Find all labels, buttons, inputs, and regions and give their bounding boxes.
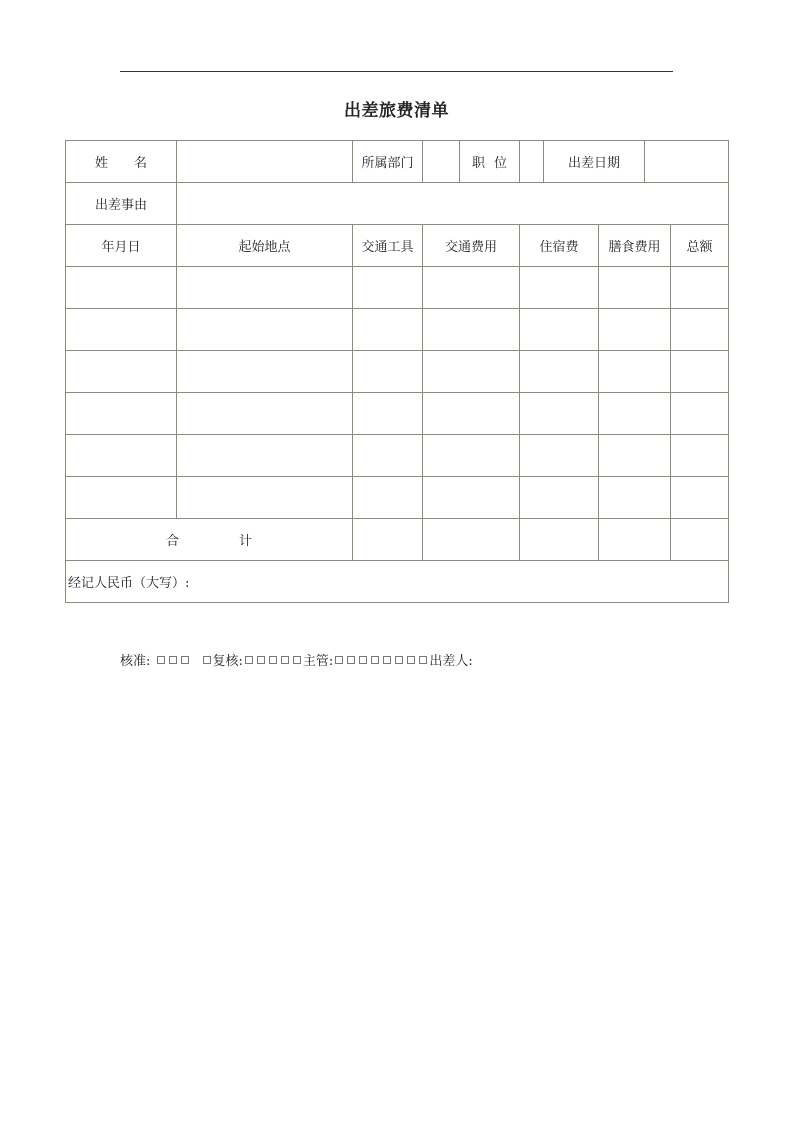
supervisor-blank-box[interactable]	[335, 656, 343, 664]
total-cell[interactable]	[671, 309, 729, 351]
transport-cost-cell[interactable]	[423, 267, 520, 309]
column-header-total: 总额	[671, 225, 729, 267]
name-label-cell	[66, 141, 177, 183]
trip-date-label: 出差日期	[568, 156, 621, 171]
total-cell[interactable]	[671, 393, 729, 435]
supervisor-blank-box[interactable]	[395, 656, 403, 664]
column-header-meals: 膳食费用	[599, 225, 671, 267]
lodging-cell[interactable]	[520, 309, 599, 351]
route-cell[interactable]	[177, 309, 353, 351]
vehicle-cell[interactable]	[353, 435, 423, 477]
expense-row	[66, 351, 729, 393]
position-label-cell	[460, 141, 520, 183]
transport-cost-cell[interactable]	[423, 393, 520, 435]
column-header-row	[66, 225, 729, 267]
supervisor-blank-box[interactable]	[359, 656, 367, 664]
lodging-cell[interactable]	[520, 393, 599, 435]
trip-date-value-cell[interactable]	[645, 141, 729, 183]
total-transport-cost-cell[interactable]	[423, 519, 520, 561]
meals-cell[interactable]	[599, 477, 671, 519]
amount-in-words-cell[interactable]	[66, 561, 729, 603]
traveler-label: 出差人:	[429, 654, 473, 669]
name-label-part2: 名	[134, 156, 148, 171]
position-label-part2: 位	[494, 156, 508, 171]
expense-row	[66, 477, 729, 519]
travel-expense-table	[65, 140, 729, 603]
lodging-cell[interactable]	[520, 267, 599, 309]
approve-blank-box[interactable]	[181, 656, 189, 664]
date-cell[interactable]	[66, 351, 177, 393]
column-header-transport-cost: 交通费用	[423, 225, 520, 267]
supervisor-blank-box[interactable]	[419, 656, 427, 664]
total-cell[interactable]	[671, 267, 729, 309]
meals-cell[interactable]	[599, 309, 671, 351]
column-header-date: 年月日	[66, 225, 177, 267]
expense-row	[66, 435, 729, 477]
review-blank-box[interactable]	[269, 656, 277, 664]
review-blank-box[interactable]	[245, 656, 253, 664]
position-label-part1: 职	[471, 156, 485, 171]
column-header-lodging: 住宿费	[520, 225, 599, 267]
date-cell[interactable]	[66, 435, 177, 477]
expense-row	[66, 267, 729, 309]
route-cell[interactable]	[177, 267, 353, 309]
department-label-cell	[353, 141, 423, 183]
transport-cost-cell[interactable]	[423, 477, 520, 519]
vehicle-cell[interactable]	[353, 351, 423, 393]
review-blank-box[interactable]	[281, 656, 289, 664]
transport-cost-cell[interactable]	[423, 309, 520, 351]
review-blank-box[interactable]	[293, 656, 301, 664]
route-cell[interactable]	[177, 477, 353, 519]
supervisor-blank-box[interactable]	[371, 656, 379, 664]
name-value-cell[interactable]	[177, 141, 353, 183]
vehicle-cell[interactable]	[353, 267, 423, 309]
lodging-cell[interactable]	[520, 351, 599, 393]
approve-blank-box[interactable]	[169, 656, 177, 664]
approve-blank-box[interactable]	[157, 656, 165, 664]
total-lodging-cell[interactable]	[520, 519, 599, 561]
position-value-cell[interactable]	[520, 141, 544, 183]
supervisor-blank-box[interactable]	[407, 656, 415, 664]
total-label-cell	[66, 519, 353, 561]
expense-row	[66, 309, 729, 351]
transport-cost-cell[interactable]	[423, 435, 520, 477]
column-header-route: 起始地点	[177, 225, 353, 267]
total-meals-cell[interactable]	[599, 519, 671, 561]
review-blank-box[interactable]	[257, 656, 265, 664]
route-cell[interactable]	[177, 435, 353, 477]
date-cell[interactable]	[66, 267, 177, 309]
supervisor-blank-box[interactable]	[347, 656, 355, 664]
top-rule	[120, 71, 673, 72]
total-cell[interactable]	[671, 435, 729, 477]
meals-cell[interactable]	[599, 351, 671, 393]
date-cell[interactable]	[66, 393, 177, 435]
route-cell[interactable]	[177, 393, 353, 435]
reason-label: 出差事由	[94, 198, 147, 213]
vehicle-cell[interactable]	[353, 393, 423, 435]
column-header-vehicle: 交通工具	[353, 225, 423, 267]
grand-total-cell[interactable]	[671, 519, 729, 561]
supervisor-blank-box[interactable]	[383, 656, 391, 664]
approve-label: 核准:	[120, 654, 151, 669]
total-label-part2: 计	[239, 534, 253, 549]
amount-in-words-row	[66, 561, 729, 603]
total-cell[interactable]	[671, 477, 729, 519]
vehicle-cell[interactable]	[353, 477, 423, 519]
vehicle-cell[interactable]	[353, 309, 423, 351]
meals-cell[interactable]	[599, 435, 671, 477]
signature-line	[120, 650, 473, 669]
transport-cost-cell[interactable]	[423, 351, 520, 393]
route-cell[interactable]	[177, 351, 353, 393]
approve-blank-box[interactable]	[203, 656, 211, 664]
total-label-part1: 合	[165, 534, 179, 549]
reason-value-cell[interactable]	[177, 183, 729, 225]
reason-label-cell	[66, 183, 177, 225]
name-label-part1: 姓	[94, 156, 108, 171]
total-vehicle-cell[interactable]	[353, 519, 423, 561]
department-label: 所属部门	[361, 156, 414, 171]
amount-in-words-label: 经记人民币（大写）:	[68, 576, 190, 591]
expense-row	[66, 393, 729, 435]
total-row	[66, 519, 729, 561]
trip-date-label-cell	[544, 141, 645, 183]
date-cell[interactable]	[66, 309, 177, 351]
department-value-cell[interactable]	[423, 141, 460, 183]
document-title: 出差旅费清单	[344, 101, 449, 121]
date-cell[interactable]	[66, 477, 177, 519]
meals-cell[interactable]	[599, 393, 671, 435]
meals-cell[interactable]	[599, 267, 671, 309]
header-info-row	[66, 141, 729, 183]
reason-row	[66, 183, 729, 225]
supervisor-label: 主管:	[302, 654, 334, 669]
total-cell[interactable]	[671, 351, 729, 393]
lodging-cell[interactable]	[520, 477, 599, 519]
review-label: 复核:	[212, 654, 243, 669]
lodging-cell[interactable]	[520, 435, 599, 477]
